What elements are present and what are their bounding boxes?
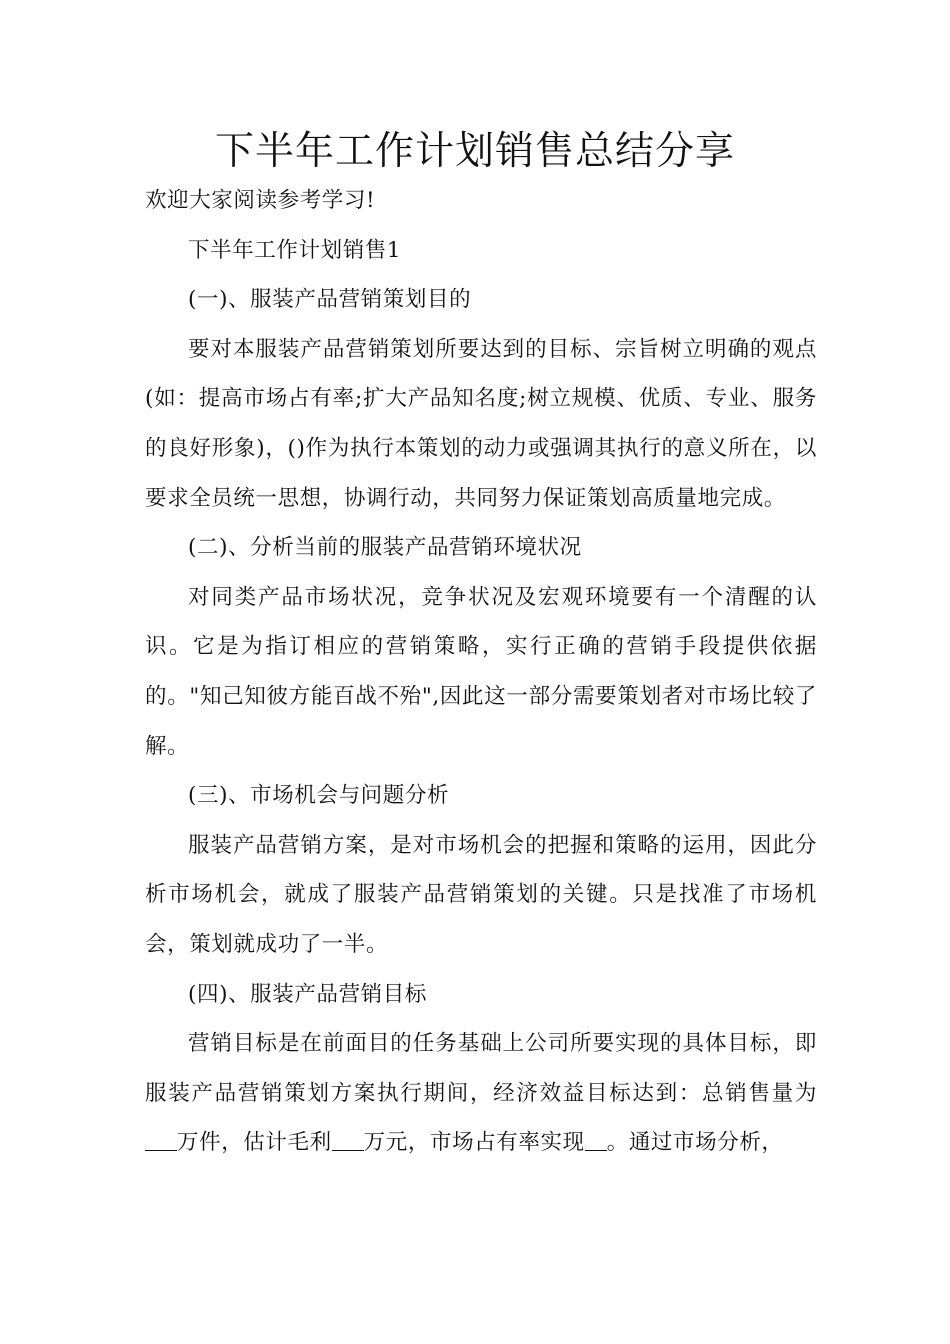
fill-blank-sales-volume (145, 1129, 177, 1152)
item1-paragraph: 要对本服装产品营销策划所要达到的目标、宗旨树立明确的观点(如：提高市场占有率;扩大产品知名度;树立规模、优质、专业、服务的良好形象)，()作为执行本策划的动力或强调其执行的意义所在，以要求全员统一思想，协调行动，共同努力保证策划高质量地完成。 (145, 336, 817, 511)
document-body (145, 176, 817, 1168)
item4-text-part3: 万元，市场占有率实现 (363, 1130, 585, 1156)
item2-heading: (二)、分析当前的服装产品营销环境状况 (188, 535, 582, 561)
fill-blank-market-share (585, 1129, 607, 1152)
item1-heading: (一)、服装产品营销策划目的 (188, 287, 472, 313)
item2-paragraph: 对同类产品市场状况，竞争状况及宏观环境要有一个清醒的认识。它是为指订相应的营销策略，实行正确的营销手段提供依据的。"知己知彼方能百战不殆",因此这一部分需要策划者对市场比较了解。 (145, 584, 817, 759)
item4-text-part4: 。通过市场分析， (606, 1130, 784, 1156)
section-heading: 下半年工作计划销售1 (188, 237, 402, 263)
item4-text-part1: 营销目标是在前面目的任务基础上公司所要实现的具体目标，即服装产品营销策划方案执行期间，经济效益目标达到：总销售量为 (145, 1031, 817, 1106)
item4-paragraph (145, 1019, 817, 1168)
item3-paragraph: 服装产品营销方案，是对市场机会的把握和策略的运用，因此分析市场机会，就成了服装产品营销策划的关键。只是找准了市场机会，策划就成功了一半。 (145, 832, 817, 957)
item4-text-part2: 万件，估计毛利 (177, 1130, 332, 1156)
greeting-line: 欢迎大家阅读参考学习! (145, 188, 376, 213)
document-title: 下半年工作计划销售总结分享 (214, 129, 735, 174)
fill-blank-gross-profit (332, 1129, 364, 1152)
item3-heading: (三)、市场机会与问题分析 (188, 783, 450, 809)
item4-heading: (四)、服装产品营销目标 (188, 981, 427, 1007)
